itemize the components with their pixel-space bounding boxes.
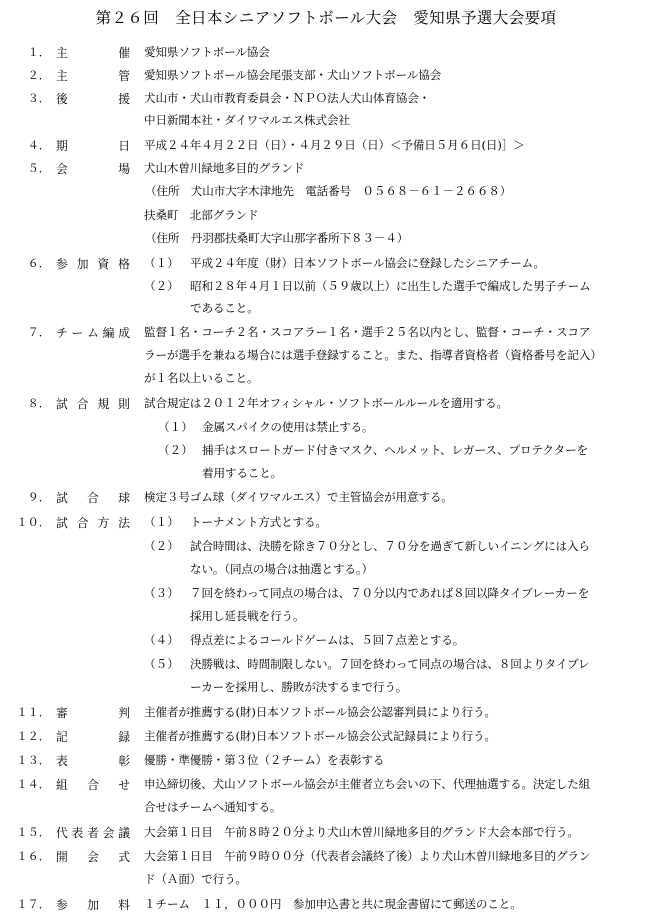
item-label-char: 料 xyxy=(118,898,130,912)
sub-item-marker: （５） xyxy=(144,657,179,671)
item-label xyxy=(56,514,130,531)
item-label-char: 日 xyxy=(118,139,130,153)
sub-item-text-line: 昭和２８年４月１日以前（５９歳以上）に出生した選手で編成した男子チーム xyxy=(190,279,591,293)
item-label-char: 主 xyxy=(56,69,68,83)
sub-item-text-line: 試合時間は、決勝を除き７０分とし、７０分を過ぎて新しいイニングには入ら xyxy=(190,539,590,553)
sub-item-marker: （１） xyxy=(144,256,179,270)
item-text-line: が１名以上いること。 xyxy=(144,371,259,385)
sub-item-text-line: であること。 xyxy=(190,301,259,315)
sub-item-marker: （２） xyxy=(144,539,179,553)
item-label-char: 組 xyxy=(56,778,68,792)
item-label-char: 議 xyxy=(118,826,130,840)
sub-item-marker: （２） xyxy=(144,279,179,293)
item-label-char: 審 xyxy=(56,706,68,720)
item-label-char: 方 xyxy=(97,516,110,530)
item-label-char: 加 xyxy=(76,257,89,271)
item-label-char: 主 xyxy=(56,46,68,60)
item-label-char: 規 xyxy=(97,397,110,411)
item-text-line: 愛知県ソフトボール協会 xyxy=(144,45,270,59)
document-title: 第２６回 全日本シニアソフトボール大会 愛知県予選大会要項 xyxy=(95,9,557,27)
item-label-char: 資 xyxy=(97,257,110,271)
item-number: ６． xyxy=(27,257,50,270)
item-label xyxy=(56,776,130,793)
item-number: ７． xyxy=(27,326,50,339)
item-text-line: 犬山市・犬山市教育委員会・ＮＰＯ法人犬山体育協会・ xyxy=(144,91,431,105)
item-label-char: ー xyxy=(71,326,84,340)
sub-item-marker: （１） xyxy=(144,515,179,529)
item-label-char: 合 xyxy=(76,516,89,530)
item-text-line: １チーム １１，０００円 参加申込書と共に現金書留にて郵送のこと。 xyxy=(144,897,522,911)
item-text-line: 主催者が推薦する(財)日本ソフトボール協会公認審判員により行う。 xyxy=(144,705,496,719)
item-label-char: 編 xyxy=(102,326,115,340)
item-label-char: 記 xyxy=(56,730,68,744)
item-label-char: 式 xyxy=(118,850,130,864)
item-text-line: 検定３号ゴム球（ダイワマルエス）で主管協会が用意する。 xyxy=(144,490,453,504)
sub-item-text-line: 金属スパイクの使用は禁止する。 xyxy=(202,420,374,434)
sub-item-text-line: 捕手はスロートガード付きマスク、ヘルメット、レガース、プロテクターを xyxy=(202,443,588,457)
sub-item-text-line: 決勝戦は、時間制限しない。７回を終わって同点の場合は、８回よりタイブレ xyxy=(190,657,590,671)
item-text-line: ラーが選手を兼ねる場合には選手登録すること。また、指導者資格者（資格番号を記入） xyxy=(144,348,602,362)
item-number: １０． xyxy=(16,516,50,529)
item-label-char: 法 xyxy=(118,516,130,530)
item-text-line: 監督１名・コーチ２名・スコアラー１名・選手２５名以内とし、監督・コーチ・スコア xyxy=(144,325,591,339)
item-text-line: ド（Ａ面）で行う。 xyxy=(144,872,247,886)
item-number: １４． xyxy=(16,778,50,791)
item-label-char: 参 xyxy=(56,898,68,912)
item-label-char: 試 xyxy=(56,516,68,530)
item-label xyxy=(56,44,130,61)
item-text-line: （住所 丹羽郡扶桑町大字山那字番所下８３－４） xyxy=(145,231,409,245)
item-label xyxy=(56,395,130,412)
item-label-char: 試 xyxy=(56,397,68,411)
item-label xyxy=(56,489,130,506)
item-text-line: 愛知県ソフトボール協会尾張支部・犬山ソフトボール協会 xyxy=(144,68,442,82)
item-label-char: せ xyxy=(118,778,130,792)
item-label-char: 試 xyxy=(56,491,68,505)
item-label-char: 成 xyxy=(118,326,130,340)
item-label-char: 表 xyxy=(56,754,68,768)
item-number: ９． xyxy=(27,491,50,504)
sub-item-text-line: ない。（同点の場合は抽選とする。） xyxy=(190,562,373,576)
item-label xyxy=(56,90,130,107)
item-number: ５． xyxy=(27,162,50,175)
item-text-line: 申込締切後、犬山ソフトボール協会が主催者立ち会いの下、代理抽選する。決定した組 xyxy=(144,777,591,791)
item-label-char: 者 xyxy=(87,826,99,840)
item-label-char: 則 xyxy=(118,397,130,411)
item-label-char: 合 xyxy=(87,491,99,505)
item-label xyxy=(56,255,130,272)
item-label-char: 管 xyxy=(118,69,130,83)
item-label-char: 判 xyxy=(118,706,130,720)
sub-item-text-line: 採用し延長戦を行う。 xyxy=(190,609,305,623)
item-label xyxy=(56,160,130,177)
item-label-char: 期 xyxy=(56,139,68,153)
item-text-line: 扶桑町 北部グランド xyxy=(144,208,259,222)
item-number: ８． xyxy=(27,397,50,410)
item-label-char: 格 xyxy=(118,257,130,271)
item-text-line: 主催者が推薦する(財)日本ソフトボール協会公式記録員により行う。 xyxy=(144,729,496,743)
item-number: １２． xyxy=(16,730,50,743)
item-label-char: 合 xyxy=(87,778,99,792)
item-label-char: 会 xyxy=(102,826,115,840)
item-label-char: 後 xyxy=(56,92,68,106)
item-label-char: 表 xyxy=(71,826,84,840)
item-label-char: 加 xyxy=(87,898,99,912)
item-text-line: 試合規定は２０１２年オフィシャル・ソフトボールルールを適用する。 xyxy=(144,396,508,410)
item-number: １． xyxy=(27,46,50,59)
item-label xyxy=(56,728,130,745)
item-label-char: 録 xyxy=(118,730,130,744)
sub-item-text-line: トーナメント方式とする。 xyxy=(190,515,327,529)
item-label-char: 球 xyxy=(118,491,130,505)
item-number: ３． xyxy=(27,92,50,105)
item-label-char: 彰 xyxy=(118,754,130,768)
sub-item-marker: （２） xyxy=(158,443,193,457)
item-label-char: ム xyxy=(87,326,99,340)
sub-item-marker: （１） xyxy=(158,420,193,434)
item-number: ４． xyxy=(27,139,50,152)
item-number: １１． xyxy=(16,706,50,719)
sub-item-marker: （３） xyxy=(144,586,179,600)
item-label xyxy=(56,704,130,721)
item-label xyxy=(56,324,130,341)
item-number: ２． xyxy=(27,69,50,82)
item-text-line: 大会第１日目 午前８時２０分より犬山木曽川緑地多目的グランド大会本部で行う。 xyxy=(144,825,579,839)
item-text-line: 犬山木曽川緑地多目的グランド xyxy=(144,161,305,175)
item-label xyxy=(56,137,130,154)
item-label-char: 援 xyxy=(118,92,130,106)
item-text-line: 大会第１日目 午前９時００分（代表者会議終了後）より犬山木曽川緑地多目的グラン xyxy=(144,849,591,863)
sub-item-text-line: ーカーを採用し、勝敗が決するまで行う。 xyxy=(190,680,408,694)
item-label xyxy=(56,896,130,913)
item-label-char: 合 xyxy=(76,397,89,411)
sub-item-text-line: 得点差によるコールドゲームは、５回７点差とする。 xyxy=(190,633,465,647)
item-text-line: 平成２４年４月２２日（日）・４月２９日（日）＜予備日５月６日(日)］＞ xyxy=(144,138,525,152)
item-number: １６． xyxy=(16,850,50,863)
item-label-char: 開 xyxy=(56,850,68,864)
item-number: １５． xyxy=(16,826,50,839)
item-label xyxy=(56,752,130,769)
item-text-line: 中日新聞本社・ダイワマルエス株式会社 xyxy=(144,113,350,127)
item-label-char: チ xyxy=(56,326,68,340)
sub-item-text-line: 着用すること。 xyxy=(202,466,283,480)
item-label-char: 会 xyxy=(87,850,99,864)
sub-item-text-line: 平成２４年度（財）日本ソフトボール協会に登録したシニアチーム。 xyxy=(190,256,545,270)
item-label-char: 場 xyxy=(118,162,130,176)
item-label-char: 代 xyxy=(56,826,68,840)
item-label-char: 参 xyxy=(56,257,68,271)
item-text-line: （住所 犬山市大字木津地先 電話番号 ０５６８－６１－２６６８） xyxy=(145,184,512,198)
item-label xyxy=(56,824,130,841)
item-number: １３． xyxy=(16,754,50,767)
item-text-line: 合せはチームへ通知する。 xyxy=(144,800,282,814)
item-number: １７． xyxy=(16,898,50,911)
item-label-char: 会 xyxy=(56,162,68,176)
sub-item-marker: （４） xyxy=(144,633,179,647)
item-label-char: 催 xyxy=(118,46,130,60)
item-text-line: 優勝・準優勝・第３位（２チーム）を表彰する xyxy=(144,753,385,767)
item-label xyxy=(56,67,130,84)
item-label xyxy=(56,848,130,865)
sub-item-text-line: ７回を終わって同点の場合は、７０分以内であれば８回以降タイブレーカーを xyxy=(190,586,590,600)
